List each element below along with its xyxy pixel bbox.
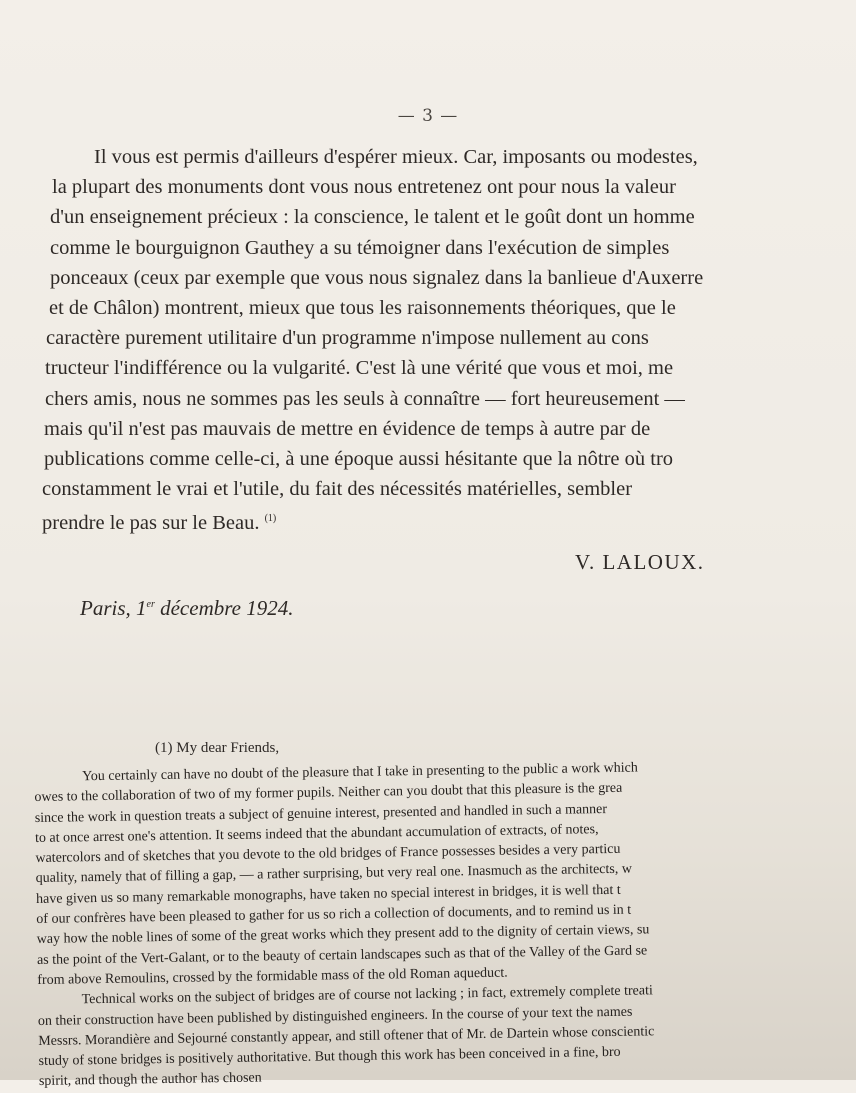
footnote-line: of our confrères have been pleased to gather for us so rich a collection of documents, and to remind us in t bbox=[36, 902, 632, 928]
main-line: comme le bourguignon Gauthey a su témoigner dans l'exécution de simples bbox=[50, 236, 670, 259]
footnote-line: way how the noble lines of some of the great works which they present add to the dignity of certain views, su bbox=[36, 922, 650, 948]
date-line bbox=[80, 596, 293, 621]
main-line: caractère purement utilitaire d'un programme n'impose nullement au cons bbox=[46, 327, 649, 350]
footnote-line: to at once arrest one's attention. It seems indeed that the abundant accumulation of extracts, of notes, bbox=[34, 822, 599, 846]
footnote-line: owes to the collaboration of two of my former pupils. Neither can you doubt that this pleasure is the grea bbox=[34, 781, 623, 806]
main-line: ponceaux (ceux par exemple que vous nous signalez dans la banlieue d'Auxerre bbox=[50, 266, 704, 289]
footnote-text bbox=[34, 755, 839, 1092]
footnote-line: study of stone bridges is positively authoritative. But though this work has been conceived in a fine, bro bbox=[38, 1044, 621, 1070]
footnote-line: Messrs. Morandière and Sejourné constantly appear, and still oftener that of Mr. de Dartein whose conscientic bbox=[38, 1024, 655, 1049]
footnote-line: as the point of the Vert-Galant, or to the beauty of certain landscapes such as that of the Valley of the Gard se bbox=[36, 943, 648, 968]
footnote-reference: (1) bbox=[264, 513, 277, 525]
main-line: d'un enseignement précieux : la conscience, le talent et le goût dont un homme bbox=[50, 206, 695, 229]
footnote-line: since the work in question treats a subject of genuine interest, presented and handled in such a manner bbox=[34, 801, 608, 826]
footnote-line: You certainly can have no doubt of the pleasure that I take in presenting to the public a work which bbox=[82, 760, 638, 785]
footnote-line: from above Remoulins, crossed by the formidable mass of the old Roman aqueduct. bbox=[37, 965, 508, 988]
signature: V. LALOUX. bbox=[575, 550, 705, 574]
page-number: — 3 — bbox=[397, 106, 459, 126]
main-line: mais qu'il n'est pas mauvais de mettre en évidence de temps à autre par de bbox=[44, 417, 651, 440]
main-line-last bbox=[42, 504, 802, 538]
main-line: la plupart des monuments dont vous nous entretenez ont pour nous la valeur bbox=[52, 176, 676, 199]
date-place: Paris, 1 bbox=[80, 596, 147, 620]
main-line: constamment le vrai et l'utile, du fait des nécessités matérielles, sembler bbox=[42, 478, 633, 501]
footnote-line: watercolors and of sketches that you devote to the old bridges of France possesses besides a very particu bbox=[35, 841, 621, 867]
main-line: publications comme celle-ci, à une époque aussi hésitante que la nôtre où tro bbox=[44, 448, 674, 471]
main-line: chers amis, nous ne sommes pas les seuls à connaître — fort heureusement — bbox=[45, 387, 685, 410]
date-rest: décembre 1924. bbox=[154, 596, 294, 620]
main-line: tructeur l'indifférence ou la vulgarité. C'est là une vérité que vous et moi, me bbox=[45, 357, 674, 380]
footnote-title: (1) My dear Friends, bbox=[155, 740, 280, 756]
last-line-text: prendre le pas sur le Beau. bbox=[42, 512, 260, 535]
footnote-line: Technical works on the subject of bridges are of course not lacking ; in fact, extremely complete treati bbox=[81, 983, 653, 1008]
date-superscript: er bbox=[146, 599, 155, 610]
main-line: et de Châlon) montrent, mieux que tous les raisonnements théoriques, que le bbox=[49, 297, 676, 320]
footnote-line: have given us so many remarkable monographs, have taken no special interest in bridges, it is well that t bbox=[35, 882, 621, 907]
footnote-line: spirit, and though the author has chosen bbox=[38, 1070, 262, 1090]
main-line: Il vous est permis d'ailleurs d'espérer mieux. Car, imposants ou modestes, bbox=[94, 146, 698, 168]
main-text bbox=[42, 142, 802, 538]
footnote-line: quality, namely that of filling a gap, — a rather surprising, but very real one. Inasmuch as the architects, w bbox=[35, 862, 633, 887]
footnote-line: on their construction have been published by distinguished engineers. In the course of your text the names bbox=[37, 1004, 633, 1029]
